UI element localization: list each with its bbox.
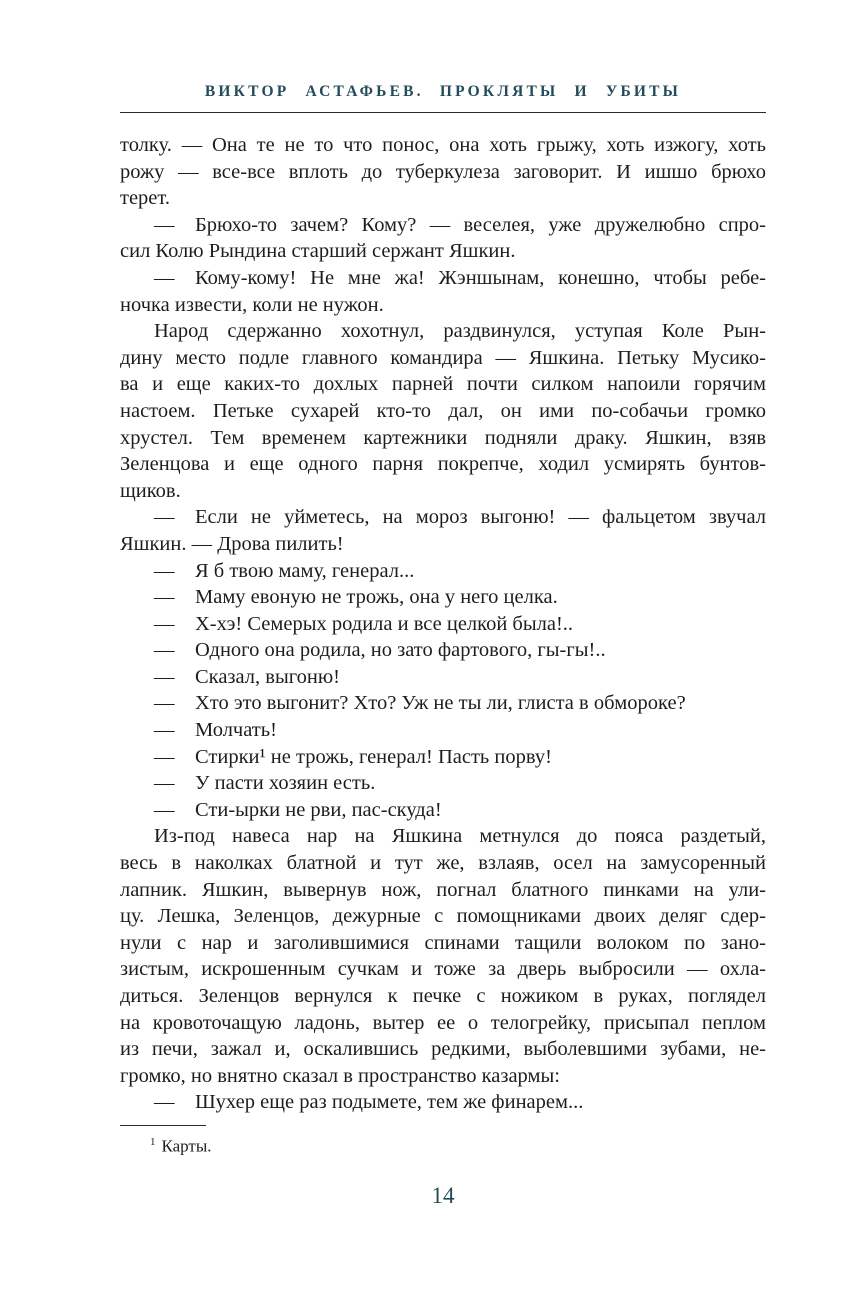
footnote-separator — [120, 1125, 206, 1126]
text-line: терет. — [120, 187, 170, 210]
text-line: Зеленцова и еще одного парня покрепче, ходил усмирять бунтов- — [120, 453, 766, 476]
text-line: толку. — Она те не то что понос, она хоть грыжу, хоть изжогу, хоть — [120, 134, 766, 156]
paragraph — [120, 664, 766, 691]
text-line: нули с нар и заголившимися спинами тащили волоком по зано- — [120, 931, 766, 954]
paragraph — [120, 797, 766, 824]
paragraph — [120, 584, 766, 611]
text-line: дину место подле главного командира — Яшкина. Петьку Мусико- — [120, 346, 766, 369]
text-line: — Шухер еще раз подымете, тем же финарем... — [154, 1091, 584, 1114]
text-line: ночка извести, коли не нужон. — [120, 293, 384, 316]
paragraph — [120, 637, 766, 664]
text-line: зистым, искрошенным сучкам и тоже за дверь выбросили — охла- — [120, 958, 766, 981]
paragraph — [120, 1089, 766, 1116]
text-line: лапник. Яшкин, вывернув нож, погнал блатного пинками на ули- — [120, 878, 766, 901]
text-line: хрустел. Тем временем картежники подняли драку. Яшкин, взяв — [120, 426, 766, 449]
header-rule — [120, 112, 766, 113]
text-line: цу. Лешка, Зеленцов, дежурные с помощниками двоих деляг сдер- — [120, 905, 766, 928]
text-line: — Стирки¹ не трожь, генерал! Пасть порву! — [154, 745, 552, 768]
text-line: — Одного она родила, но зато фартового, гы-гы!.. — [154, 639, 606, 662]
paragraph — [120, 690, 766, 717]
paragraph — [120, 504, 766, 557]
text-line: — У пасти хозяин есть. — [154, 772, 376, 795]
paragraph — [120, 744, 766, 771]
text-line: — Сти-ырки не рви, пас-скуда! — [154, 798, 442, 821]
text-column — [120, 0, 766, 1210]
paragraph — [120, 558, 766, 585]
text-line: сил Колю Рындина старший сержант Яшкин. — [120, 240, 516, 263]
text-line: весь в наколках блатной и тут же, взлаяв, осел на замусоренный — [120, 852, 766, 875]
body-text — [120, 132, 766, 1116]
text-line: — Я б твою маму, генерал... — [154, 559, 415, 582]
text-line: — Сказал, выгоню! — [154, 665, 340, 688]
footnote — [120, 1131, 766, 1158]
running-header: ВИКТОР АСТАФЬЕВ. ПРОКЛЯТЫ И УБИТЫ — [204, 83, 682, 100]
text-line: — Если не уйметесь, на мороз выгоню! — фальцетом звучал — [154, 506, 766, 529]
text-line: диться. Зеленцов вернулся к печке с ножиком в руках, поглядел — [120, 985, 766, 1007]
text-line: на кровоточащую ладонь, вытер ее о телогрейку, присыпал пеплом — [120, 1011, 766, 1034]
paragraph — [120, 770, 766, 797]
text-line: Народ сдержанно хохотнул, раздвинулся, уступая Коле Рын- — [154, 320, 766, 343]
page-number: 14 — [431, 1182, 455, 1208]
footnote-text: Карты. — [161, 1136, 212, 1156]
paragraph — [120, 265, 766, 318]
text-line: — Х-хэ! Семерых родила и все целкой была!.. — [154, 612, 574, 635]
text-line: — Молчать! — [154, 719, 277, 742]
paragraph — [120, 717, 766, 744]
text-line: рожу — все-все вплоть до туберкулеза заговорит. И ишшо брюхо — [120, 160, 766, 183]
text-line: — Маму евоную не трожь, она у него целка. — [154, 586, 558, 609]
paragraph — [120, 132, 766, 212]
text-line: из печи, зажал и, оскалившись редкими, выболевшими зубами, не- — [120, 1038, 766, 1061]
text-line: ва и еще каких-то дохлых парней почти силком напоили горячим — [120, 373, 766, 396]
text-line: Яшкин. — Дрова пилить! — [120, 532, 344, 555]
text-line: — Кому-кому! Не мне жа! Жэншынам, конешно, чтобы ребе- — [154, 266, 766, 289]
footnote-marker: 1 — [150, 1135, 156, 1148]
paragraph — [120, 212, 766, 265]
text-line: настоем. Петьке сухарей кто-то дал, он ими по-собачьи громко — [120, 399, 766, 422]
text-line: щиков. — [120, 479, 181, 502]
paragraph — [120, 318, 766, 504]
text-line: — Брюхо-то зачем? Кому? — веселея, уже дружелюбно спро- — [154, 213, 766, 236]
text-line: — Хто это выгонит? Хто? Уж не ты ли, глиста в обмороке? — [154, 692, 686, 715]
paragraph — [120, 823, 766, 1089]
text-line: Из-под навеса нар на Яшкина метнулся до пояса раздетый, — [154, 825, 766, 848]
text-line: громко, но внятно сказал в пространство казармы: — [120, 1064, 560, 1087]
paragraph — [120, 611, 766, 638]
